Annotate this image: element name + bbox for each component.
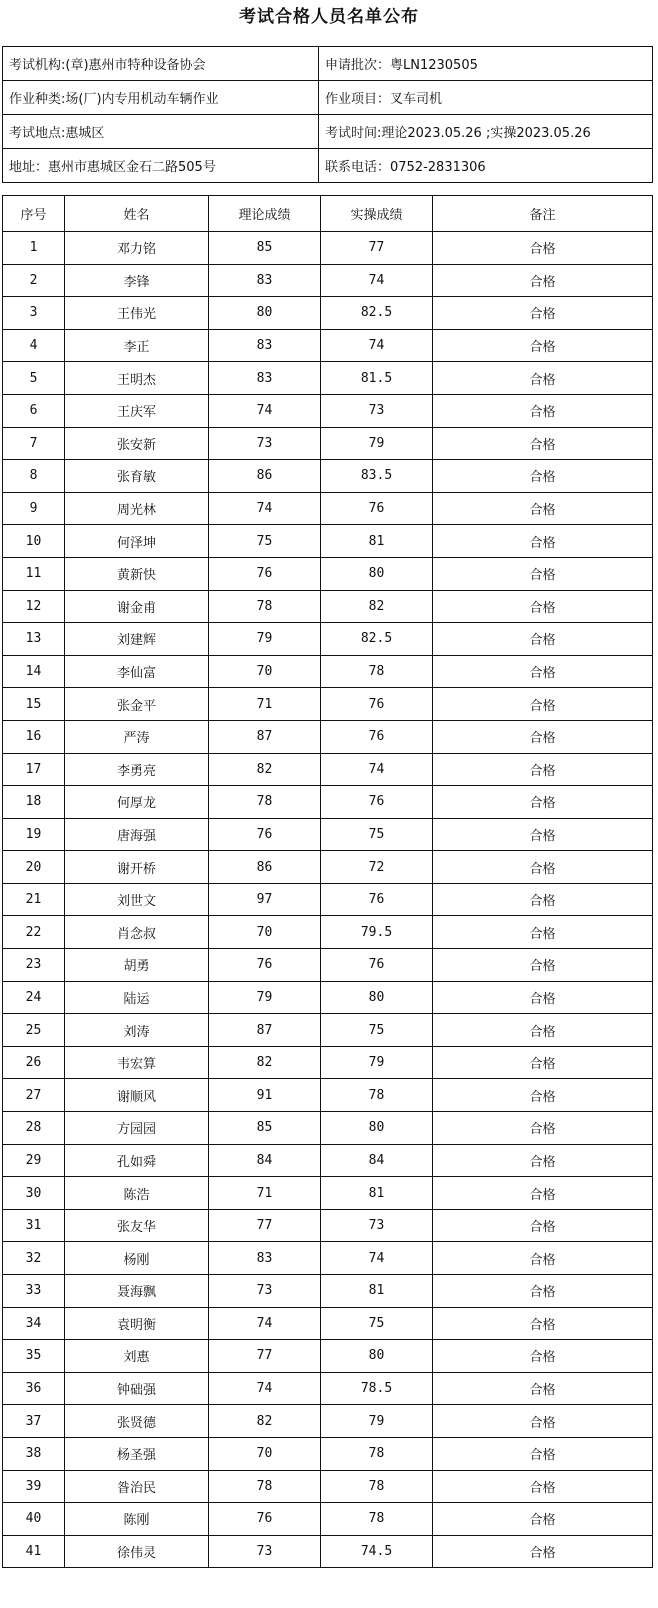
practical-score-cell: 72 <box>321 851 433 884</box>
practical-score-cell: 80 <box>321 981 433 1014</box>
practical-score-cell: 76 <box>321 949 433 982</box>
practical-score-cell: 74 <box>321 264 433 297</box>
practical-score-cell: 82.5 <box>321 297 433 330</box>
theory-score-cell: 74 <box>209 394 321 427</box>
table-row <box>3 1275 653 1308</box>
remark-cell: 合格 <box>433 1372 653 1405</box>
remark-cell: 合格 <box>433 1014 653 1047</box>
seq-cell: 8 <box>3 460 65 493</box>
remark-cell: 合格 <box>433 427 653 460</box>
seq-cell: 36 <box>3 1372 65 1405</box>
remark-cell: 合格 <box>433 362 653 395</box>
table-row <box>3 394 653 427</box>
exam-location: 考试地点:惠城区 <box>3 115 319 149</box>
remark-cell: 合格 <box>433 1503 653 1536</box>
seq-cell: 16 <box>3 720 65 753</box>
table-row <box>3 525 653 558</box>
name-cell: 张贤德 <box>65 1405 209 1438</box>
name-cell: 黄新快 <box>65 557 209 590</box>
name-cell: 张友华 <box>65 1209 209 1242</box>
name-cell: 严涛 <box>65 720 209 753</box>
remark-cell: 合格 <box>433 786 653 819</box>
practical-score-cell: 79.5 <box>321 916 433 949</box>
table-row <box>3 557 653 590</box>
name-cell: 李正 <box>65 329 209 362</box>
theory-score-cell: 80 <box>209 297 321 330</box>
seq-cell: 9 <box>3 492 65 525</box>
seq-cell: 31 <box>3 1209 65 1242</box>
practical-score-cell: 76 <box>321 720 433 753</box>
seq-cell: 24 <box>3 981 65 1014</box>
remark-cell: 合格 <box>433 557 653 590</box>
table-row <box>3 883 653 916</box>
table-row <box>3 1209 653 1242</box>
practical-score-cell: 82 <box>321 590 433 623</box>
name-cell: 杨圣强 <box>65 1437 209 1470</box>
practical-score-cell: 78 <box>321 1079 433 1112</box>
theory-score-cell: 73 <box>209 1275 321 1308</box>
table-row <box>3 981 653 1014</box>
table-row <box>3 720 653 753</box>
remark-cell: 合格 <box>433 1470 653 1503</box>
seq-cell: 39 <box>3 1470 65 1503</box>
remark-cell: 合格 <box>433 1437 653 1470</box>
name-cell: 肖念叔 <box>65 916 209 949</box>
theory-score-cell: 77 <box>209 1209 321 1242</box>
theory-score-cell: 77 <box>209 1340 321 1373</box>
practical-score-cell: 74 <box>321 329 433 362</box>
name-cell: 刘建辉 <box>65 623 209 656</box>
table-row <box>3 1144 653 1177</box>
practical-score-cell: 74 <box>321 753 433 786</box>
name-cell: 钟础强 <box>65 1372 209 1405</box>
table-row <box>3 753 653 786</box>
practical-score-cell: 83.5 <box>321 460 433 493</box>
info-row <box>3 149 653 183</box>
table-row <box>3 264 653 297</box>
exam-time: 考试时间:理论2023.05.26 ;实操2023.05.26 <box>319 115 653 149</box>
info-row <box>3 81 653 115</box>
seq-cell: 34 <box>3 1307 65 1340</box>
remark-cell: 合格 <box>433 590 653 623</box>
seq-cell: 10 <box>3 525 65 558</box>
practical-score-cell: 81 <box>321 525 433 558</box>
remark-cell: 合格 <box>433 1079 653 1112</box>
name-cell: 刘世文 <box>65 883 209 916</box>
theory-score-cell: 74 <box>209 1372 321 1405</box>
theory-score-cell: 74 <box>209 492 321 525</box>
seq-cell: 14 <box>3 655 65 688</box>
theory-score-cell: 76 <box>209 557 321 590</box>
remark-cell: 合格 <box>433 525 653 558</box>
remark-cell: 合格 <box>433 623 653 656</box>
theory-score-cell: 70 <box>209 655 321 688</box>
name-cell: 李锋 <box>65 264 209 297</box>
name-cell: 胡勇 <box>65 949 209 982</box>
theory-score-cell: 85 <box>209 1112 321 1145</box>
exam-organization: 考试机构:(章)惠州市特种设备协会 <box>3 47 319 81</box>
theory-score-cell: 78 <box>209 590 321 623</box>
name-cell: 谢开桥 <box>65 851 209 884</box>
table-row <box>3 232 653 265</box>
remark-cell: 合格 <box>433 720 653 753</box>
name-cell: 孔如舜 <box>65 1144 209 1177</box>
seq-cell: 21 <box>3 883 65 916</box>
practical-score-cell: 80 <box>321 557 433 590</box>
practical-score-cell: 75 <box>321 818 433 851</box>
theory-score-cell: 76 <box>209 1503 321 1536</box>
table-row <box>3 916 653 949</box>
table-row <box>3 1177 653 1210</box>
theory-score-cell: 82 <box>209 1046 321 1079</box>
theory-score-cell: 83 <box>209 362 321 395</box>
remark-cell: 合格 <box>433 264 653 297</box>
remark-cell: 合格 <box>433 851 653 884</box>
theory-score-cell: 91 <box>209 1079 321 1112</box>
work-item: 作业项目：叉车司机 <box>319 81 653 115</box>
name-cell: 张金平 <box>65 688 209 721</box>
practical-score-cell: 78.5 <box>321 1372 433 1405</box>
practical-score-cell: 81.5 <box>321 362 433 395</box>
column-header-seq: 序号 <box>3 196 65 232</box>
practical-score-cell: 77 <box>321 232 433 265</box>
remark-cell: 合格 <box>433 1275 653 1308</box>
practical-score-cell: 79 <box>321 1405 433 1438</box>
remark-cell: 合格 <box>433 1112 653 1145</box>
name-cell: 陈浩 <box>65 1177 209 1210</box>
remark-cell: 合格 <box>433 492 653 525</box>
table-row <box>3 1372 653 1405</box>
theory-score-cell: 70 <box>209 916 321 949</box>
remark-cell: 合格 <box>433 1209 653 1242</box>
remark-cell: 合格 <box>433 460 653 493</box>
practical-score-cell: 78 <box>321 1437 433 1470</box>
remark-cell: 合格 <box>433 916 653 949</box>
table-row <box>3 362 653 395</box>
name-cell: 方园园 <box>65 1112 209 1145</box>
name-cell: 聂海飘 <box>65 1275 209 1308</box>
table-row <box>3 1405 653 1438</box>
name-cell: 韦宏算 <box>65 1046 209 1079</box>
practical-score-cell: 76 <box>321 786 433 819</box>
remark-cell: 合格 <box>433 949 653 982</box>
remark-cell: 合格 <box>433 753 653 786</box>
table-row <box>3 1437 653 1470</box>
table-row <box>3 688 653 721</box>
table-row <box>3 329 653 362</box>
column-header-practical: 实操成绩 <box>321 196 433 232</box>
table-row <box>3 492 653 525</box>
seq-cell: 38 <box>3 1437 65 1470</box>
name-cell: 李仙富 <box>65 655 209 688</box>
remark-cell: 合格 <box>433 394 653 427</box>
seq-cell: 12 <box>3 590 65 623</box>
theory-score-cell: 82 <box>209 753 321 786</box>
table-row <box>3 786 653 819</box>
table-row <box>3 460 653 493</box>
seq-cell: 41 <box>3 1535 65 1568</box>
theory-score-cell: 76 <box>209 949 321 982</box>
table-row <box>3 1079 653 1112</box>
results-table <box>2 195 653 1568</box>
name-cell: 邓力铭 <box>65 232 209 265</box>
theory-score-cell: 86 <box>209 460 321 493</box>
theory-score-cell: 79 <box>209 623 321 656</box>
practical-score-cell: 78 <box>321 1503 433 1536</box>
remark-cell: 合格 <box>433 1177 653 1210</box>
name-cell: 刘涛 <box>65 1014 209 1047</box>
practical-score-cell: 74 <box>321 1242 433 1275</box>
remark-cell: 合格 <box>433 1535 653 1568</box>
remark-cell: 合格 <box>433 1144 653 1177</box>
seq-cell: 18 <box>3 786 65 819</box>
name-cell: 杨刚 <box>65 1242 209 1275</box>
name-cell: 刘惠 <box>65 1340 209 1373</box>
remark-cell: 合格 <box>433 329 653 362</box>
seq-cell: 30 <box>3 1177 65 1210</box>
theory-score-cell: 84 <box>209 1144 321 1177</box>
contact-phone: 联系电话：0752-2831306 <box>319 149 653 183</box>
seq-cell: 29 <box>3 1144 65 1177</box>
name-cell: 王明杰 <box>65 362 209 395</box>
exam-address: 地址：惠州市惠城区金石二路505号 <box>3 149 319 183</box>
theory-score-cell: 87 <box>209 1014 321 1047</box>
practical-score-cell: 81 <box>321 1275 433 1308</box>
table-row <box>3 1535 653 1568</box>
name-cell: 李勇亮 <box>65 753 209 786</box>
practical-score-cell: 78 <box>321 655 433 688</box>
theory-score-cell: 87 <box>209 720 321 753</box>
remark-cell: 合格 <box>433 818 653 851</box>
info-row <box>3 115 653 149</box>
table-row <box>3 1307 653 1340</box>
seq-cell: 2 <box>3 264 65 297</box>
remark-cell: 合格 <box>433 981 653 1014</box>
seq-cell: 20 <box>3 851 65 884</box>
theory-score-cell: 76 <box>209 818 321 851</box>
seq-cell: 1 <box>3 232 65 265</box>
practical-score-cell: 73 <box>321 394 433 427</box>
practical-score-cell: 79 <box>321 427 433 460</box>
seq-cell: 15 <box>3 688 65 721</box>
remark-cell: 合格 <box>433 1242 653 1275</box>
practical-score-cell: 76 <box>321 688 433 721</box>
seq-cell: 19 <box>3 818 65 851</box>
seq-cell: 25 <box>3 1014 65 1047</box>
table-row <box>3 1470 653 1503</box>
remark-cell: 合格 <box>433 688 653 721</box>
table-row <box>3 1503 653 1536</box>
theory-score-cell: 71 <box>209 688 321 721</box>
theory-score-cell: 86 <box>209 851 321 884</box>
info-row <box>3 47 653 81</box>
practical-score-cell: 76 <box>321 883 433 916</box>
theory-score-cell: 83 <box>209 329 321 362</box>
practical-score-cell: 75 <box>321 1307 433 1340</box>
practical-score-cell: 81 <box>321 1177 433 1210</box>
seq-cell: 27 <box>3 1079 65 1112</box>
name-cell: 张育敏 <box>65 460 209 493</box>
table-row <box>3 623 653 656</box>
name-cell: 张安新 <box>65 427 209 460</box>
table-row <box>3 297 653 330</box>
name-cell: 陆运 <box>65 981 209 1014</box>
practical-score-cell: 73 <box>321 1209 433 1242</box>
table-row <box>3 1046 653 1079</box>
seq-cell: 6 <box>3 394 65 427</box>
name-cell: 王庆军 <box>65 394 209 427</box>
practical-score-cell: 75 <box>321 1014 433 1047</box>
theory-score-cell: 85 <box>209 232 321 265</box>
practical-score-cell: 78 <box>321 1470 433 1503</box>
seq-cell: 26 <box>3 1046 65 1079</box>
table-row <box>3 818 653 851</box>
name-cell: 王伟光 <box>65 297 209 330</box>
seq-cell: 37 <box>3 1405 65 1438</box>
theory-score-cell: 73 <box>209 1535 321 1568</box>
theory-score-cell: 79 <box>209 981 321 1014</box>
theory-score-cell: 83 <box>209 1242 321 1275</box>
column-header-remark: 备注 <box>433 196 653 232</box>
remark-cell: 合格 <box>433 1046 653 1079</box>
table-row <box>3 1242 653 1275</box>
practical-score-cell: 76 <box>321 492 433 525</box>
seq-cell: 5 <box>3 362 65 395</box>
seq-cell: 17 <box>3 753 65 786</box>
theory-score-cell: 74 <box>209 1307 321 1340</box>
table-row <box>3 1340 653 1373</box>
seq-cell: 22 <box>3 916 65 949</box>
practical-score-cell: 79 <box>321 1046 433 1079</box>
seq-cell: 23 <box>3 949 65 982</box>
table-row <box>3 949 653 982</box>
results-body <box>3 232 653 1568</box>
exam-info-table <box>2 46 653 183</box>
name-cell: 徐伟灵 <box>65 1535 209 1568</box>
theory-score-cell: 83 <box>209 264 321 297</box>
theory-score-cell: 82 <box>209 1405 321 1438</box>
name-cell: 唐海强 <box>65 818 209 851</box>
practical-score-cell: 82.5 <box>321 623 433 656</box>
table-row <box>3 1112 653 1145</box>
theory-score-cell: 70 <box>209 1437 321 1470</box>
seq-cell: 33 <box>3 1275 65 1308</box>
table-row <box>3 590 653 623</box>
seq-cell: 32 <box>3 1242 65 1275</box>
practical-score-cell: 80 <box>321 1112 433 1145</box>
table-row <box>3 427 653 460</box>
theory-score-cell: 73 <box>209 427 321 460</box>
remark-cell: 合格 <box>433 655 653 688</box>
seq-cell: 40 <box>3 1503 65 1536</box>
practical-score-cell: 74.5 <box>321 1535 433 1568</box>
seq-cell: 11 <box>3 557 65 590</box>
remark-cell: 合格 <box>433 883 653 916</box>
name-cell: 何泽坤 <box>65 525 209 558</box>
practical-score-cell: 80 <box>321 1340 433 1373</box>
column-header-name: 姓名 <box>65 196 209 232</box>
theory-score-cell: 71 <box>209 1177 321 1210</box>
table-row <box>3 1014 653 1047</box>
name-cell: 何厚龙 <box>65 786 209 819</box>
work-category: 作业种类:场(厂)内专用机动车辆作业 <box>3 81 319 115</box>
theory-score-cell: 97 <box>209 883 321 916</box>
seq-cell: 35 <box>3 1340 65 1373</box>
remark-cell: 合格 <box>433 1307 653 1340</box>
remark-cell: 合格 <box>433 297 653 330</box>
table-row <box>3 655 653 688</box>
seq-cell: 3 <box>3 297 65 330</box>
name-cell: 袁明衡 <box>65 1307 209 1340</box>
table-row <box>3 851 653 884</box>
application-batch: 申请批次：粤LN1230505 <box>319 47 653 81</box>
remark-cell: 合格 <box>433 1405 653 1438</box>
name-cell: 周光林 <box>65 492 209 525</box>
column-header-theory: 理论成绩 <box>209 196 321 232</box>
practical-score-cell: 84 <box>321 1144 433 1177</box>
theory-score-cell: 78 <box>209 1470 321 1503</box>
seq-cell: 7 <box>3 427 65 460</box>
seq-cell: 13 <box>3 623 65 656</box>
seq-cell: 4 <box>3 329 65 362</box>
header-row <box>3 196 653 232</box>
name-cell: 谢顺风 <box>65 1079 209 1112</box>
name-cell: 陈刚 <box>65 1503 209 1536</box>
name-cell: 谢金甫 <box>65 590 209 623</box>
seq-cell: 28 <box>3 1112 65 1145</box>
page-title: 考试合格人员名单公布 <box>239 7 419 27</box>
theory-score-cell: 75 <box>209 525 321 558</box>
remark-cell: 合格 <box>433 232 653 265</box>
remark-cell: 合格 <box>433 1340 653 1373</box>
name-cell: 昝治民 <box>65 1470 209 1503</box>
theory-score-cell: 78 <box>209 786 321 819</box>
